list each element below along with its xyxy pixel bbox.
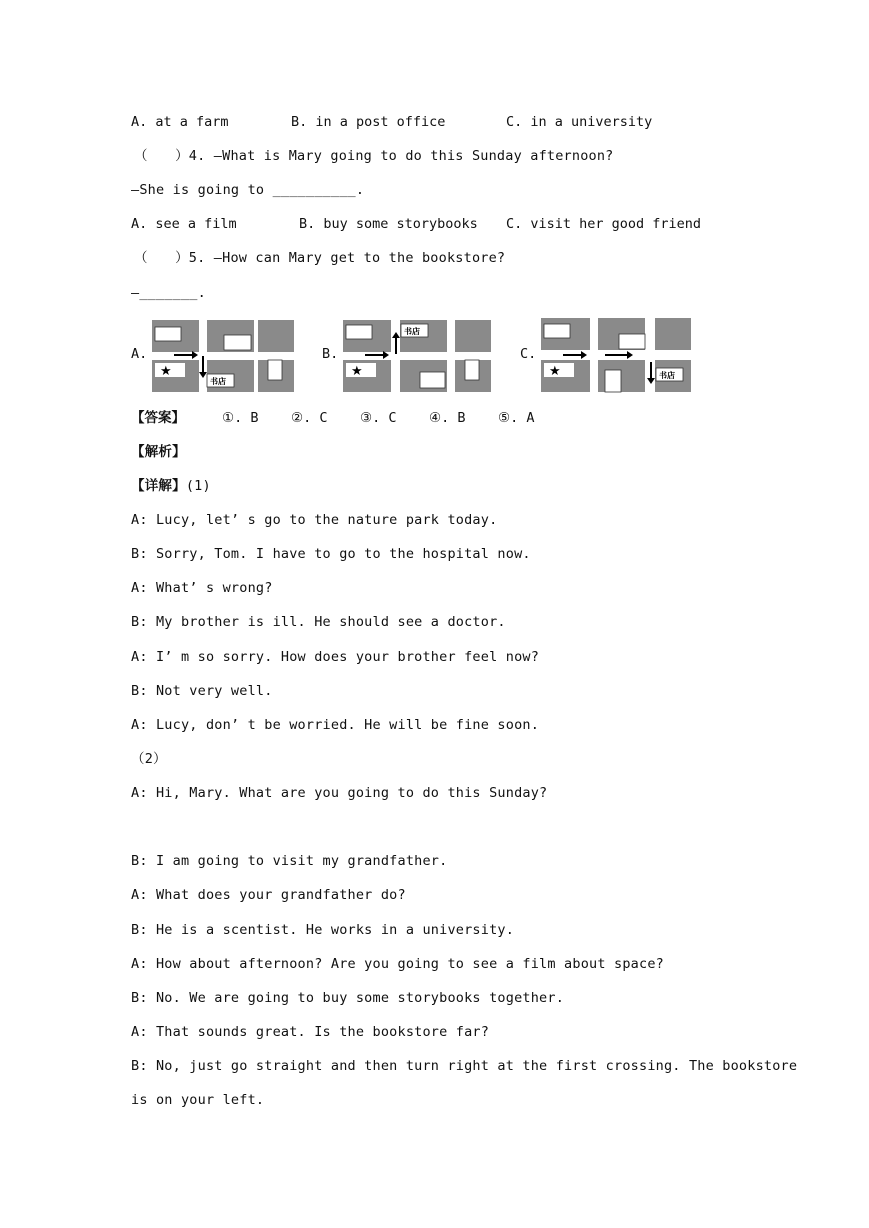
- q5-option-a-letter: A.: [131, 346, 148, 362]
- part1-line: A: Lucy, don’ t be worried. He will be fine soon.: [131, 717, 540, 733]
- bookstore-label: 书店: [404, 327, 420, 336]
- part2-line: A: That sounds great. Is the bookstore far?: [131, 1024, 490, 1040]
- part1-line: B: My brother is ill. He should see a doctor.: [131, 614, 506, 630]
- answer-item-3: ③. C: [360, 410, 397, 426]
- bookstore-label: 书店: [659, 371, 675, 380]
- part1-line: A: I’ m so sorry. How does your brother feel now?: [131, 649, 540, 665]
- part2-number: （2）: [131, 751, 167, 767]
- detail-heading: [131, 477, 211, 495]
- q5-prompt: （ ）5. —How can Mary get to the bookstore?: [134, 250, 506, 266]
- part1-number: (1): [185, 478, 211, 494]
- part2-line: A: Hi, Mary. What are you going to do this Sunday?: [131, 785, 548, 801]
- part2-line: B: He is a scentist. He works in a university.: [131, 922, 515, 938]
- part1-line: B: Not very well.: [131, 683, 273, 699]
- q3-option-b: B. in a post office: [291, 114, 446, 130]
- q4-prompt: （ ）4. —What is Mary going to do this Sunday afternoon?: [134, 148, 614, 164]
- start-star-icon: ★: [160, 364, 172, 379]
- route-map-c: [541, 316, 693, 394]
- route-map-b: [343, 318, 493, 394]
- part1-line: A: Lucy, let’ s go to the nature park today.: [131, 512, 498, 528]
- part2-line: B: No, just go straight and then turn right at the first crossing. The bookstore: [131, 1058, 798, 1074]
- part1-line: A: What’ s wrong?: [131, 580, 273, 596]
- route-map-a: [152, 318, 296, 394]
- bookstore-label: 书店: [210, 377, 226, 386]
- part2-line: is on your left.: [131, 1092, 265, 1108]
- answer-item-4: ④. B: [429, 410, 466, 426]
- q5-answer-line: —_______.: [131, 285, 206, 301]
- detail-label: 【详解】: [131, 478, 186, 494]
- analysis-label: 【解析】: [131, 444, 186, 460]
- q3-option-a: A. at a farm: [131, 114, 229, 130]
- answer-item-1: ①. B: [222, 410, 259, 426]
- answer-label: 【答案】: [131, 410, 185, 426]
- q4-option-b: B. buy some storybooks: [299, 216, 478, 232]
- start-star-icon: ★: [549, 364, 561, 379]
- q4-option-a: A. see a film: [131, 216, 237, 232]
- q5-option-b-letter: B.: [322, 346, 339, 362]
- q4-answer-line: —She is going to __________.: [131, 182, 365, 198]
- start-star-icon: ★: [351, 364, 363, 379]
- q5-option-c-letter: C.: [520, 346, 537, 362]
- q3-option-c: C. in a university: [506, 114, 653, 130]
- part1-line: B: Sorry, Tom. I have to go to the hospital now.: [131, 546, 531, 562]
- part2-line: A: How about afternoon? Are you going to see a film about space?: [131, 956, 664, 972]
- answer-item-5: ⑤. A: [498, 410, 535, 426]
- part2-line: A: What does your grandfather do?: [131, 887, 406, 903]
- answer-item-2: ②. C: [291, 410, 328, 426]
- part2-line: B: I am going to visit my grandfather.: [131, 853, 448, 869]
- part2-line: B: No. We are going to buy some storybooks together.: [131, 990, 565, 1006]
- q4-option-c: C. visit her good friend: [506, 216, 702, 232]
